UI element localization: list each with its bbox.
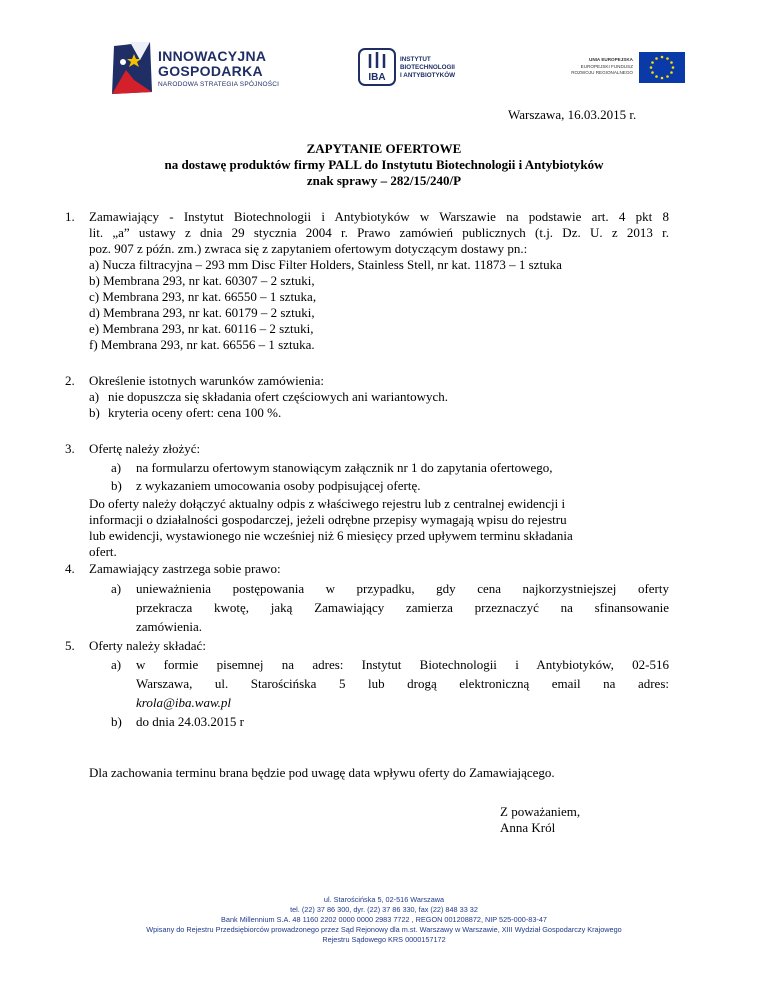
section3-note-line3: lub ewidencji, wystawionego nie wcześniej niż 6 miesięcy przed upływem terminu składania [89, 528, 573, 543]
section5-item-a-label: a) [111, 657, 122, 672]
place-date: Warszawa, 16.03.2015 r. [508, 107, 637, 122]
logo-title-line1: INNOWACYJNA [158, 48, 267, 64]
iba-line1: INSTYTUT [400, 56, 431, 63]
section3-heading: Ofertę należy złożyć: [89, 441, 201, 456]
section3-note-line4: ofert. [89, 544, 117, 559]
logo-title-line2: GOSPODARKA [158, 63, 263, 79]
contact-email: krola@iba.waw.pl [136, 695, 232, 710]
section1-item-c: c) Membrana 293, nr kat. 66550 – 1 sztuka, [89, 289, 317, 304]
document-title: ZAPYTANIE OFERTOWE [306, 141, 462, 156]
section1-item-b: b) Membrana 293, nr kat. 60307 – 2 sztuki, [89, 273, 315, 288]
section1-number: 1. [65, 209, 75, 224]
section1-line2: lit. „a” ustawy z dnia 29 stycznia 2004 r. Prawo zamówień publicznych (t.j. Dz. U. z 2013 r. [89, 225, 669, 240]
section5-item-b: do dnia 24.03.2015 r [136, 714, 244, 729]
innowacyjna-gospodarka-emblem-icon [110, 40, 154, 96]
section1-item-f: f) Membrana 293, nr kat. 66556 – 1 sztuka. [89, 337, 315, 352]
section5-heading: Oferty należy składać: [89, 638, 206, 653]
section3-note-line2: informacji o działalności gospodarczej, jeżeli odrębne przepisy wymagają wpisu do rejestru [89, 512, 567, 527]
iba-logo [358, 48, 478, 88]
section2-heading: Określenie istotnych warunków zamówienia: [89, 373, 325, 388]
section2-item-b: kryteria oceny ofert: cena 100 %. [108, 405, 282, 420]
section2-item-a-label: a) [89, 389, 100, 404]
section4-number: 4. [65, 561, 75, 576]
innowacyjna-gospodarka-logo [110, 40, 310, 100]
section3-item-b-label: b) [111, 478, 122, 493]
section1-item-e: e) Membrana 293, nr kat. 60116 – 2 sztuki, [89, 321, 314, 336]
footer-address: ul. Starościńska 5, 02-516 Warszawa [323, 895, 445, 904]
eu-line1: UNIA EUROPEJSKA [589, 57, 633, 62]
section3-note-line1: Do oferty należy dołączyć aktualny odpis z właściwego rejestru lub z centralnej ewidencji i [89, 496, 566, 511]
document-subject: na dostawę produktów firmy PALL do Instytutu Biotechnologii i Antybiotyków [164, 157, 604, 172]
section1-item-d: d) Membrana 293, nr kat. 60179 – 2 sztuki, [89, 305, 315, 320]
section3-number: 3. [65, 441, 75, 456]
eu-flag-icon [639, 52, 685, 83]
footer-phone: tel. (22) 37 86 300, dyr. (22) 37 86 330, fax (22) 848 33 32 [290, 905, 478, 914]
footer-registry: Wpisany do Rejestru Przedsiębiorców prowadzonego przez Sąd Rejonowy dla m.st. Warszawy w Warszawie, XIII Wydział Gospodarczy Krajowego [146, 925, 622, 934]
iba-abbr: IBA [368, 72, 386, 83]
signature-greeting: Z poważaniem, [500, 804, 581, 819]
section3-item-a-label: a) [111, 460, 122, 475]
section4-heading: Zamawiający zastrzega sobie prawo: [89, 561, 281, 576]
section2-item-b-label: b) [89, 405, 100, 420]
section4-item-a-line1: unieważnienia postępowania w przypadku, gdy cena najkorzystniejszej oferty [136, 581, 669, 596]
section1-item-a: a) Nucza filtracyjna – 293 mm Disc Filter Holders, Stainless Stell, nr kat. 11873 – 1 sztuka [89, 257, 562, 272]
section5-item-a-line1: w formie pisemnej na adres: Instytut Biotechnologii i Antybiotyków, 02-516 [136, 657, 669, 672]
section4-item-a-line3: zamówienia. [136, 619, 203, 634]
section4-item-a-line2: przekracza kwotę, jaką Zamawiający zamierza przeznaczyć na sfinansowanie [136, 600, 669, 615]
section2-number: 2. [65, 373, 75, 388]
section2-item-a: nie dopuszcza się składania ofert częściowych ani wariantowych. [108, 389, 449, 404]
eu-line3: ROZWOJU REGIONALNEGO [571, 70, 633, 75]
footer-krs: Rejestru Sądowego KRS 0000157172 [322, 935, 446, 944]
section1-line3: poz. 907 z późn. zm.) zwraca się z zapytaniem ofertowym dotyczącym dostawy pn.: [89, 241, 528, 256]
section5-item-b-label: b) [111, 714, 122, 729]
closing-note: Dla zachowania terminu brana będzie pod uwagę data wpływu oferty do Zamawiającego. [89, 765, 555, 780]
iba-line2: BIOTECHNOLOGII [400, 64, 455, 71]
signature-name: Anna Król [500, 820, 556, 835]
logo-subtitle: NARODOWA STRATEGIA SPÓJNOŚCI [158, 81, 280, 88]
section3-item-a: na formularzu ofertowym stanowiącym załącznik nr 1 do zapytania ofertowego, [136, 460, 553, 475]
iba-line3: I ANTYBIOTYKÓW [400, 72, 456, 79]
section3-item-b: z wykazaniem umocowania osoby podpisującej ofertę. [136, 478, 421, 493]
iba-emblem-icon [358, 48, 396, 86]
eu-fund-logo [555, 52, 685, 86]
section4-item-a-label: a) [111, 581, 122, 596]
section5-item-a-line2: Warszawa, ul. Starościńska 5 lub drogą elektroniczną email na adres: [136, 676, 669, 691]
footer-bank: Bank Millennium S.A. 48 1160 2202 0000 0000 2983 7722 , REGON 001208872, NIP 525-000-83-47 [221, 915, 547, 924]
eu-line2: EUROPEJSKI FUNDUSZ [580, 63, 633, 69]
section1-line1: Zamawiający - Instytut Biotechnologii i Antybiotyków w Warszawie na podstawie art. 4 pkt 8 [89, 209, 669, 224]
case-reference: znak sprawy – 282/15/240/P [306, 173, 462, 188]
section5-number: 5. [65, 638, 75, 653]
